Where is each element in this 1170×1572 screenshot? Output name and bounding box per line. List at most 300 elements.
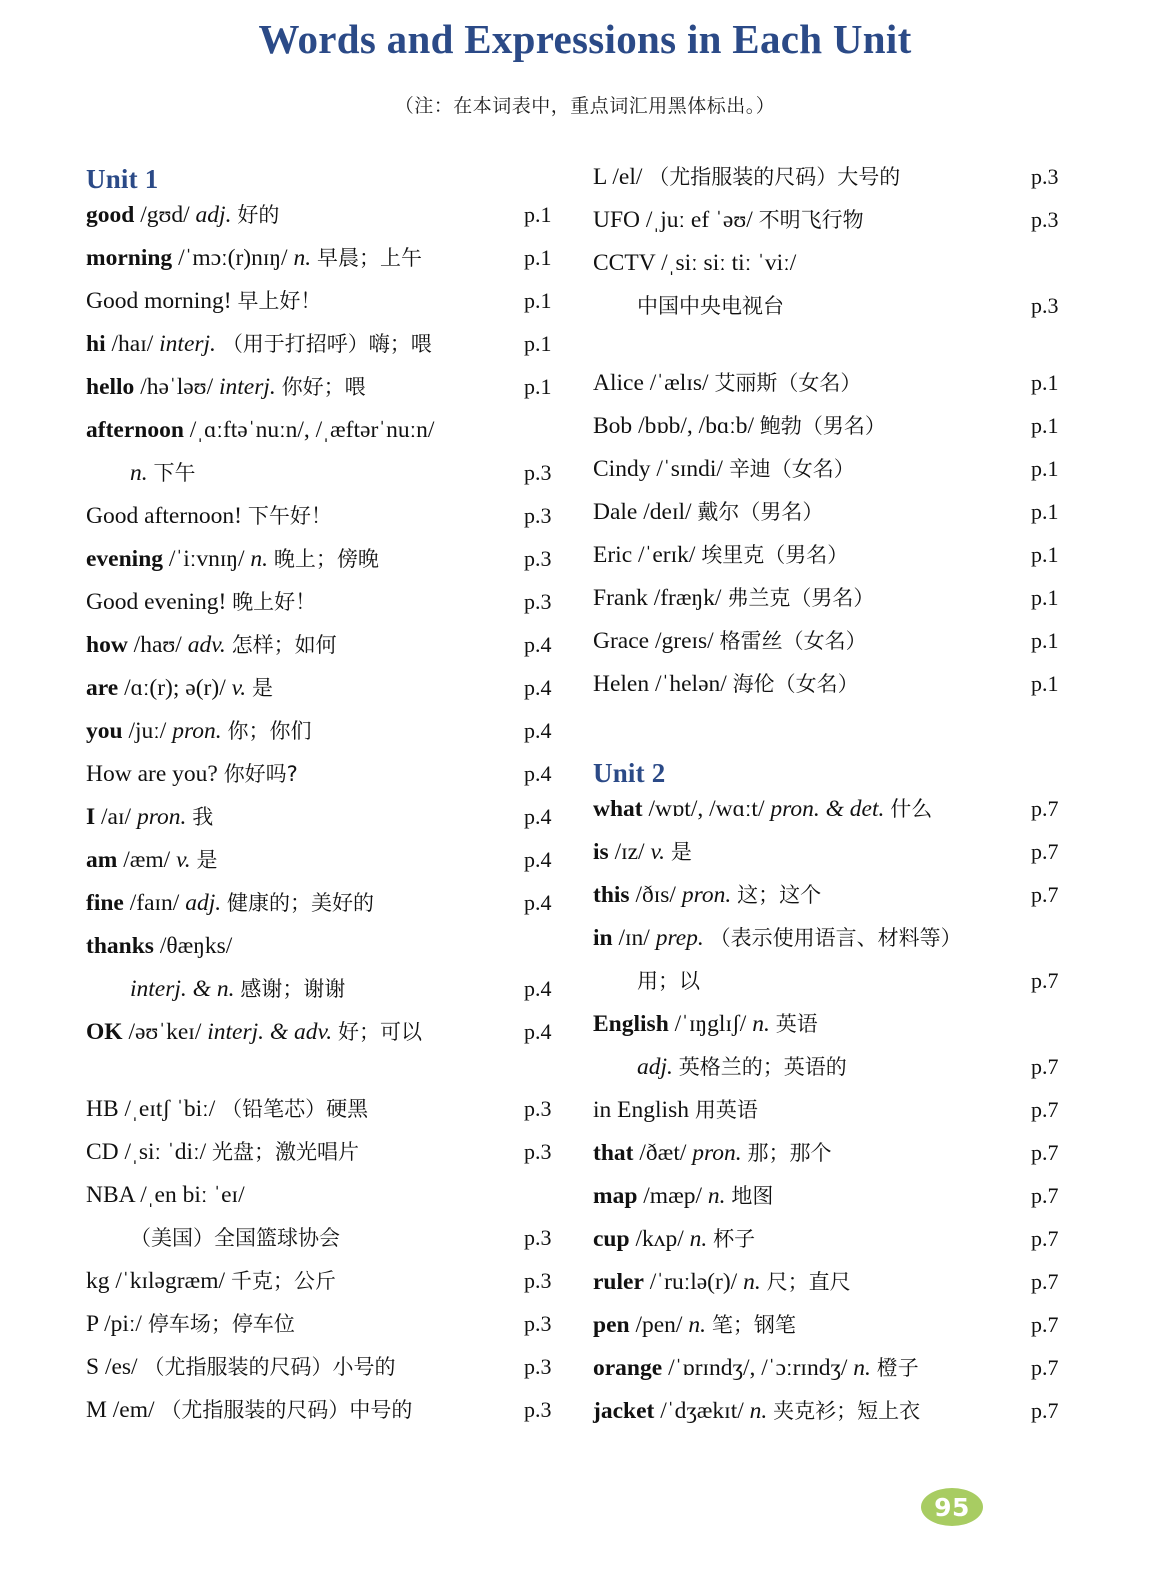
entry-text bbox=[593, 970, 700, 994]
entry-translation: 什么 bbox=[890, 797, 933, 821]
entry-word: Good evening! bbox=[86, 589, 227, 615]
entry-page-reference: p.4 bbox=[524, 890, 552, 915]
entry-pronunciation: /ˌsiː siː tiː ˈviː/ bbox=[661, 250, 797, 276]
entry-text bbox=[86, 1141, 359, 1165]
entry-word: CCTV bbox=[593, 250, 656, 276]
entry-part-of-speech: n. bbox=[130, 460, 148, 486]
entry-page-reference: p.3 bbox=[1031, 207, 1059, 232]
entry-translation: 鲍勃（男名） bbox=[759, 414, 886, 438]
entry-translation: 尺；直尺 bbox=[766, 1270, 851, 1294]
entry-page-reference: p.7 bbox=[1031, 1312, 1059, 1337]
vocabulary-entry bbox=[593, 372, 1093, 400]
entry-page-reference: p.7 bbox=[1031, 1398, 1059, 1423]
entry-text bbox=[86, 591, 316, 615]
unit-heading-1: Unit 1 bbox=[86, 164, 159, 194]
entry-pronunciation: /ˌsiː ˈdiː/ bbox=[124, 1139, 207, 1165]
entry-text bbox=[86, 892, 374, 916]
entry-part-of-speech: n. bbox=[749, 1398, 768, 1424]
entry-text bbox=[593, 415, 886, 439]
entry-translation: 弗兰克（男名） bbox=[727, 586, 875, 610]
entry-translation: 是 bbox=[252, 676, 274, 700]
entry-pronunciation: /ˈiːvnɪŋ/ bbox=[168, 546, 245, 572]
entry-word: Helen bbox=[593, 671, 650, 697]
entry-word: Good afternoon! bbox=[86, 503, 242, 529]
entry-list-unit1 bbox=[86, 204, 586, 1049]
entry-page-reference: p.3 bbox=[524, 1096, 552, 1121]
entry-word: NBA bbox=[86, 1182, 135, 1208]
entry-translation: （用于打招呼）嗨；喂 bbox=[221, 332, 432, 356]
entry-pronunciation: /pen/ bbox=[635, 1312, 683, 1338]
entry-text bbox=[86, 806, 213, 830]
entry-text bbox=[86, 763, 298, 787]
entry-translation: 好的 bbox=[237, 203, 280, 227]
entry-pronunciation: /em/ bbox=[112, 1397, 155, 1423]
entry-word: Grace bbox=[593, 628, 650, 654]
entry-pronunciation: /ˈsɪndi/ bbox=[656, 456, 723, 482]
entry-text bbox=[593, 544, 848, 568]
entry-word: Dale bbox=[593, 499, 638, 525]
entry-part-of-speech: v. bbox=[231, 675, 247, 701]
vocabulary-entry bbox=[86, 634, 586, 662]
vocabulary-entry bbox=[86, 1184, 586, 1212]
entry-translation: 怎样；如何 bbox=[231, 633, 337, 657]
entry-text bbox=[86, 333, 432, 357]
entry-word: L bbox=[593, 164, 607, 190]
vocabulary-entry bbox=[86, 462, 586, 490]
page-number-badge: 95 bbox=[921, 1488, 983, 1526]
vocabulary-entry bbox=[593, 458, 1093, 486]
entry-word: what bbox=[593, 796, 643, 822]
entry-word: OK bbox=[86, 1019, 123, 1045]
entry-text bbox=[86, 634, 337, 658]
entry-pronunciation: /ðɪs/ bbox=[635, 882, 676, 908]
vocabulary-entry bbox=[86, 1313, 586, 1341]
entry-translation: 杯子 bbox=[713, 1227, 756, 1251]
entry-translation: 橙子 bbox=[876, 1356, 919, 1380]
vocabulary-entry bbox=[593, 1056, 1093, 1084]
entry-page-reference: p.1 bbox=[1031, 370, 1059, 395]
entry-page-reference: p.7 bbox=[1031, 968, 1059, 993]
vocabulary-entry bbox=[86, 290, 586, 318]
vocabulary-entry bbox=[86, 1227, 586, 1255]
page-header bbox=[0, 0, 1170, 118]
entry-part-of-speech: n. bbox=[250, 546, 269, 572]
entry-translation: 我 bbox=[192, 805, 214, 829]
entry-text bbox=[86, 720, 311, 744]
vocabulary-entry bbox=[593, 252, 1093, 280]
left-column bbox=[86, 166, 586, 1442]
vocabulary-entry bbox=[593, 166, 1093, 194]
entry-pronunciation: /ˈdʒækɪt/ bbox=[660, 1398, 744, 1424]
entry-translation: 下午好！ bbox=[247, 504, 332, 528]
entry-pronunciation: /deɪl/ bbox=[643, 499, 692, 525]
entry-text bbox=[86, 1399, 412, 1423]
vocabulary-entry bbox=[86, 204, 586, 232]
entry-part-of-speech: n. bbox=[707, 1183, 726, 1209]
entry-text bbox=[593, 458, 855, 482]
entry-text bbox=[593, 630, 867, 654]
entry-word: in English bbox=[593, 1097, 689, 1123]
entry-text bbox=[593, 1314, 796, 1338]
entry-word: M bbox=[86, 1397, 107, 1423]
entry-page-reference: p.7 bbox=[1031, 1140, 1059, 1165]
entry-pronunciation: /piː/ bbox=[104, 1311, 142, 1337]
entry-word: S bbox=[86, 1354, 100, 1380]
entry-translation: （铅笔芯）硬黑 bbox=[221, 1097, 369, 1121]
entry-pronunciation: /el/ bbox=[612, 164, 643, 190]
vocabulary-entry bbox=[86, 1098, 586, 1126]
entry-part-of-speech: adv. bbox=[187, 632, 226, 658]
vocabulary-entry bbox=[86, 1399, 586, 1427]
entry-page-reference: p.1 bbox=[524, 245, 552, 270]
entry-translation: 英语 bbox=[775, 1012, 818, 1036]
entry-word: jacket bbox=[593, 1398, 655, 1424]
vocabulary-entry bbox=[593, 1228, 1093, 1256]
entry-text bbox=[593, 798, 932, 822]
entry-translation: 千克；公斤 bbox=[230, 1269, 336, 1293]
entry-word: orange bbox=[593, 1355, 663, 1381]
entry-pronunciation: /ˈhelən/ bbox=[655, 671, 727, 697]
entry-text bbox=[593, 1271, 851, 1295]
vocabulary-entry bbox=[593, 209, 1093, 237]
entry-translation: 好；可以 bbox=[338, 1020, 422, 1044]
entry-text bbox=[86, 935, 232, 959]
entry-word: morning bbox=[86, 245, 173, 271]
entry-part-of-speech: adj. bbox=[195, 202, 232, 228]
vocabulary-entry bbox=[86, 806, 586, 834]
entry-pronunciation: /bɒb/, /bɑːb/ bbox=[638, 413, 755, 439]
entry-translation: 笔；钢笔 bbox=[711, 1313, 796, 1337]
entry-text bbox=[86, 1098, 368, 1122]
entry-page-reference: p.1 bbox=[1031, 413, 1059, 438]
entry-page-reference: p.4 bbox=[524, 761, 552, 786]
entry-page-reference: p.7 bbox=[1031, 1097, 1059, 1122]
entry-word: Frank bbox=[593, 585, 648, 611]
entry-page-reference: p.4 bbox=[524, 847, 552, 872]
entry-word: hi bbox=[86, 331, 106, 357]
entry-text bbox=[86, 462, 196, 486]
entry-part-of-speech: prep. bbox=[655, 925, 704, 951]
vocabulary-entry bbox=[593, 673, 1093, 701]
vocabulary-entry bbox=[86, 419, 586, 447]
vocabulary-entry bbox=[593, 501, 1093, 529]
entry-page-reference: p.3 bbox=[524, 1311, 552, 1336]
entry-pronunciation: /ˌen biː ˈeɪ/ bbox=[140, 1182, 245, 1208]
entry-part-of-speech: n. bbox=[689, 1226, 708, 1252]
entry-pronunciation: /ˈmɔː(r)nɪŋ/ bbox=[178, 245, 288, 271]
entry-page-reference: p.3 bbox=[524, 546, 552, 571]
entry-translation: 光盘；激光唱片 bbox=[212, 1140, 360, 1164]
entry-pronunciation: /aɪ/ bbox=[101, 804, 132, 830]
entry-list-unit2 bbox=[593, 798, 1093, 1428]
entry-text bbox=[86, 204, 279, 228]
entry-translation: 不明飞行物 bbox=[758, 208, 864, 232]
vocabulary-columns bbox=[0, 166, 1170, 1443]
vocabulary-entry bbox=[593, 1400, 1093, 1428]
entry-word: CD bbox=[86, 1139, 119, 1165]
entry-word: Cindy bbox=[593, 456, 651, 482]
entry-pronunciation: /fræŋk/ bbox=[653, 585, 722, 611]
page-title: Words and Expressions in Each Unit bbox=[258, 16, 912, 62]
entry-word: P bbox=[86, 1311, 99, 1337]
entry-translation: （美国）全国篮球协会 bbox=[130, 1226, 340, 1250]
vocabulary-entry bbox=[593, 970, 1093, 998]
entry-text bbox=[593, 841, 692, 865]
entry-word: kg bbox=[86, 1268, 110, 1294]
entry-page-reference: p.3 bbox=[524, 1225, 552, 1250]
vocabulary-entry bbox=[593, 415, 1093, 443]
entry-word: pen bbox=[593, 1312, 630, 1338]
entry-translation: 中国中央电视台 bbox=[637, 294, 784, 318]
entry-text bbox=[86, 1184, 245, 1208]
entry-word: you bbox=[86, 718, 123, 744]
vocabulary-entry bbox=[593, 1314, 1093, 1342]
entry-text bbox=[593, 166, 900, 190]
entry-page-reference: p.4 bbox=[524, 718, 552, 743]
entry-pronunciation: /mæp/ bbox=[643, 1183, 703, 1209]
entry-text bbox=[593, 209, 864, 233]
entry-translation: 下午 bbox=[153, 461, 196, 485]
entry-text bbox=[593, 295, 784, 319]
vocabulary-entry bbox=[593, 1185, 1093, 1213]
entry-translation: 用；以 bbox=[637, 969, 700, 993]
entry-page-reference: p.1 bbox=[524, 202, 552, 227]
entry-text bbox=[86, 1227, 340, 1251]
entry-text bbox=[593, 501, 823, 525]
entry-part-of-speech: pron. bbox=[681, 882, 732, 908]
entry-part-of-speech: n. bbox=[743, 1269, 761, 1295]
entry-pronunciation: /ðæt/ bbox=[639, 1140, 687, 1166]
entry-translation: 地图 bbox=[731, 1184, 774, 1208]
entry-page-reference: p.7 bbox=[1031, 1269, 1059, 1294]
vocabulary-entry bbox=[593, 1099, 1093, 1127]
entry-page-reference: p.3 bbox=[1031, 164, 1059, 189]
entry-word: Bob bbox=[593, 413, 633, 439]
entry-pronunciation: /θæŋks/ bbox=[159, 933, 233, 959]
section-gap bbox=[593, 338, 1093, 372]
entry-pronunciation: /ˈælɪs/ bbox=[649, 370, 709, 396]
entry-translation: 格雷丝（女名） bbox=[719, 629, 867, 653]
entry-pronunciation: /juː/ bbox=[128, 718, 167, 744]
entry-text bbox=[86, 1356, 395, 1380]
entry-part-of-speech: interj. bbox=[159, 331, 216, 357]
entry-page-reference: p.3 bbox=[524, 1268, 552, 1293]
vocabulary-entry bbox=[593, 1013, 1093, 1041]
entry-word: am bbox=[86, 847, 118, 873]
entry-page-reference: p.4 bbox=[524, 976, 552, 1001]
vocabulary-entry bbox=[86, 548, 586, 576]
entry-part-of-speech: interj. & adv. bbox=[207, 1019, 333, 1045]
entry-page-reference: p.1 bbox=[524, 374, 552, 399]
entry-translation: 晚上；傍晚 bbox=[273, 547, 379, 571]
entry-translation: 那；那个 bbox=[747, 1141, 832, 1165]
vocabulary-entry bbox=[593, 884, 1093, 912]
vocabulary-entry bbox=[86, 763, 586, 791]
entry-list-abbreviations bbox=[86, 1098, 586, 1427]
entry-translation: 你好吗? bbox=[223, 762, 298, 786]
entry-pronunciation: /ˌjuː ef ˈəʊ/ bbox=[645, 207, 753, 233]
entry-pronunciation: /ˈɒrɪndʒ/, /ˈɔːrɪndʒ/ bbox=[668, 1355, 848, 1381]
entry-text bbox=[86, 247, 422, 271]
section-gap bbox=[593, 716, 1093, 760]
entry-pronunciation: /es/ bbox=[104, 1354, 138, 1380]
entry-translation: 晚上好！ bbox=[232, 590, 317, 614]
entry-page-reference: p.3 bbox=[524, 1354, 552, 1379]
entry-part-of-speech: interj. bbox=[218, 374, 276, 400]
entry-translation: 你好；喂 bbox=[281, 375, 366, 399]
entry-page-reference: p.3 bbox=[524, 589, 552, 614]
entry-page-reference: p.7 bbox=[1031, 839, 1059, 864]
entry-word: evening bbox=[86, 546, 164, 572]
entry-word: Alice bbox=[593, 370, 644, 396]
entry-pronunciation: /ˌɑːftəˈnuːn/, /ˌæftərˈnuːn/ bbox=[189, 417, 435, 443]
entry-translation: 感谢；谢谢 bbox=[240, 977, 346, 1001]
vocabulary-entry bbox=[86, 978, 586, 1006]
entry-text bbox=[593, 1013, 818, 1037]
entry-pronunciation: /æm/ bbox=[123, 847, 171, 873]
entry-word: good bbox=[86, 202, 135, 228]
entry-pronunciation: /haɪ/ bbox=[111, 331, 154, 357]
entry-pronunciation: /gʊd/ bbox=[140, 202, 190, 228]
entry-text bbox=[86, 1270, 336, 1294]
entry-text bbox=[86, 849, 218, 873]
entry-translation: 是 bbox=[196, 848, 218, 872]
entry-page-reference: p.1 bbox=[1031, 671, 1059, 696]
entry-page-reference: p.3 bbox=[524, 460, 552, 485]
vocabulary-entry bbox=[593, 1357, 1093, 1385]
vocabulary-entry bbox=[86, 505, 586, 533]
entry-page-reference: p.7 bbox=[1031, 1054, 1059, 1079]
entry-pronunciation: /haʊ/ bbox=[133, 632, 182, 658]
entry-pronunciation: /faɪn/ bbox=[129, 890, 180, 916]
entry-translation: 辛迪（女名） bbox=[728, 457, 855, 481]
entry-translation: （尤指服装的尺码）小号的 bbox=[143, 1355, 396, 1379]
entry-text bbox=[86, 548, 379, 572]
entry-text bbox=[593, 884, 821, 908]
entry-text bbox=[593, 1357, 919, 1381]
entry-part-of-speech: pron. bbox=[136, 804, 187, 830]
entry-pronunciation: /ˈruːlə(r)/ bbox=[649, 1269, 738, 1295]
vocabulary-entry bbox=[593, 798, 1093, 826]
entry-word: ruler bbox=[593, 1269, 644, 1295]
entry-text bbox=[593, 372, 861, 396]
entry-part-of-speech: v. bbox=[650, 839, 666, 865]
entry-word: this bbox=[593, 882, 630, 908]
entry-translation: 海伦（女名） bbox=[732, 672, 859, 696]
entry-page-reference: p.7 bbox=[1031, 796, 1059, 821]
vocabulary-entry bbox=[86, 1141, 586, 1169]
entry-page-reference: p.1 bbox=[1031, 585, 1059, 610]
entry-pronunciation: /ɪz/ bbox=[614, 839, 645, 865]
entry-word: that bbox=[593, 1140, 634, 1166]
entry-part-of-speech: n. bbox=[752, 1011, 770, 1037]
entry-page-reference: p.3 bbox=[524, 503, 552, 528]
vocabulary-entry bbox=[593, 841, 1093, 869]
entry-translation: 是 bbox=[670, 840, 692, 864]
vocabulary-entry bbox=[86, 720, 586, 748]
vocabulary-entry bbox=[86, 677, 586, 705]
page-note: （注：在本词表中，重点词汇用黑体标出。） bbox=[394, 95, 776, 118]
entry-word: Good morning! bbox=[86, 288, 232, 314]
entry-text bbox=[86, 290, 321, 314]
entry-word: thanks bbox=[86, 933, 154, 959]
entry-word: English bbox=[593, 1011, 669, 1037]
entry-page-reference: p.1 bbox=[1031, 628, 1059, 653]
entry-page-reference: p.4 bbox=[524, 1019, 552, 1044]
entry-part-of-speech: n. bbox=[853, 1355, 871, 1381]
entry-list-names bbox=[593, 372, 1093, 701]
entry-page-reference: p.1 bbox=[1031, 456, 1059, 481]
entry-word: how bbox=[86, 632, 128, 658]
entry-pronunciation: /wɒt/, /wɑːt/ bbox=[648, 796, 765, 822]
entry-text bbox=[593, 1142, 832, 1166]
entry-word: I bbox=[86, 804, 96, 830]
entry-word: fine bbox=[86, 890, 124, 916]
entry-text bbox=[86, 1021, 422, 1045]
entry-part-of-speech: pron. & det. bbox=[770, 796, 885, 822]
entry-text bbox=[593, 587, 874, 611]
entry-page-reference: p.4 bbox=[524, 675, 552, 700]
entry-word: cup bbox=[593, 1226, 630, 1252]
entry-pronunciation: /kʌp/ bbox=[635, 1226, 684, 1252]
entry-translation: 英格兰的；英语的 bbox=[678, 1055, 847, 1079]
vocabulary-entry bbox=[86, 247, 586, 275]
vocabulary-entry bbox=[86, 333, 586, 361]
entry-word: afternoon bbox=[86, 417, 184, 443]
entry-translation: 戴尔（男名） bbox=[697, 500, 824, 524]
vocabulary-entry bbox=[593, 587, 1093, 615]
entry-list-abbreviations-cont bbox=[593, 166, 1093, 323]
entry-pronunciation: /əʊˈkeɪ/ bbox=[128, 1019, 202, 1045]
entry-page-reference: p.3 bbox=[524, 1397, 552, 1422]
vocabulary-entry bbox=[86, 935, 586, 963]
entry-part-of-speech: n. bbox=[293, 245, 312, 271]
vocabulary-entry bbox=[593, 927, 1093, 955]
entry-word: is bbox=[593, 839, 609, 865]
entry-part-of-speech: v. bbox=[176, 847, 191, 873]
right-column bbox=[593, 166, 1093, 1443]
entry-pronunciation: /ɪn/ bbox=[618, 925, 650, 951]
vocabulary-entry bbox=[86, 849, 586, 877]
entry-page-reference: p.1 bbox=[1031, 542, 1059, 567]
vocabulary-entry bbox=[86, 1356, 586, 1384]
entry-translation: 早上好！ bbox=[237, 289, 322, 313]
entry-pronunciation: /ˈɪŋglɪʃ/ bbox=[674, 1011, 747, 1037]
entry-text bbox=[593, 252, 796, 276]
entry-translation: 早晨；上午 bbox=[316, 246, 422, 270]
entry-pronunciation: /greɪs/ bbox=[654, 628, 714, 654]
entry-word: UFO bbox=[593, 207, 641, 233]
entry-page-reference: p.1 bbox=[1031, 499, 1059, 524]
entry-page-reference: p.7 bbox=[1031, 1183, 1059, 1208]
vocabulary-entry bbox=[86, 376, 586, 404]
entry-part-of-speech: pron. bbox=[692, 1140, 742, 1166]
vocabulary-entry bbox=[593, 1271, 1093, 1299]
entry-page-reference: p.7 bbox=[1031, 882, 1059, 907]
entry-translation: 夹克衫；短上衣 bbox=[773, 1399, 921, 1423]
entry-word: are bbox=[86, 675, 119, 701]
entry-word: hello bbox=[86, 374, 135, 400]
entry-page-reference: p.3 bbox=[1031, 293, 1059, 318]
entry-text bbox=[593, 1400, 920, 1424]
entry-translation: （表示使用语言、材料等） bbox=[709, 926, 962, 950]
vocabulary-entry bbox=[86, 1021, 586, 1049]
entry-part-of-speech: n. bbox=[688, 1312, 706, 1338]
entry-translation: 埃里克（男名） bbox=[701, 543, 849, 567]
entry-text bbox=[593, 673, 859, 697]
entry-part-of-speech: adj. bbox=[185, 890, 222, 916]
entry-part-of-speech: pron. bbox=[172, 718, 222, 744]
